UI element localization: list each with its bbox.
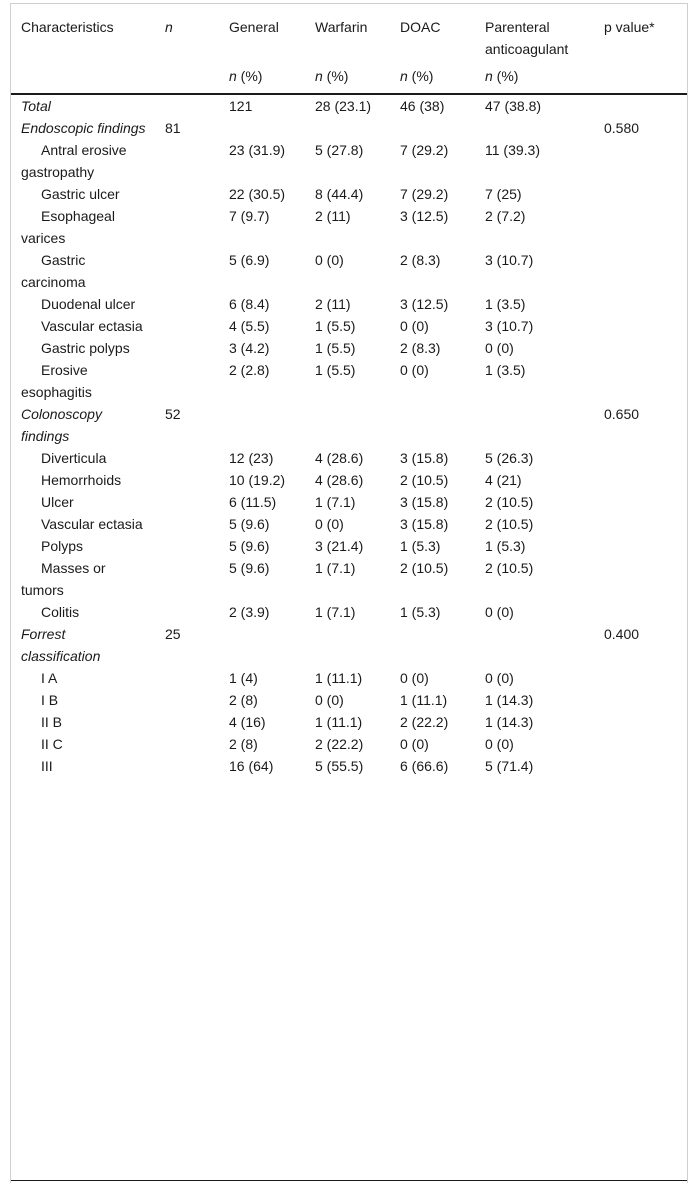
cell-warfarin: 2 (11) <box>315 208 351 224</box>
table-row <box>11 315 687 337</box>
cell-n <box>165 557 229 601</box>
header-pvalue: p value* <box>604 19 655 35</box>
cell-warfarin: 3 (21.4) <box>315 538 364 554</box>
cell-n <box>165 755 229 777</box>
cell-general: 1 (4) <box>229 670 258 686</box>
cell-general: 4 (16) <box>229 714 266 730</box>
cell-n <box>165 535 229 557</box>
table-row <box>11 689 687 711</box>
cell-parenteral: 2 (10.5) <box>485 516 534 532</box>
cell-p <box>604 535 687 557</box>
cell-parenteral: 5 (71.4) <box>485 758 534 774</box>
cell-parenteral: 2 (7.2) <box>485 208 526 224</box>
table-row <box>11 491 687 513</box>
cell-general: 121 <box>229 98 253 114</box>
table-row <box>11 513 687 535</box>
header-row <box>11 11 687 65</box>
cell-general: 5 (9.6) <box>229 538 270 554</box>
cell-label: Polyps <box>41 538 84 554</box>
table-row <box>11 249 687 293</box>
cell-n <box>165 293 229 315</box>
header-warfarin: Warfarin <box>315 19 368 35</box>
table-row <box>11 447 687 469</box>
cell-label: Hemorrhoids <box>41 472 122 488</box>
cell-warfarin: 4 (28.6) <box>315 472 364 488</box>
cell-doac: 2 (22.2) <box>400 714 449 730</box>
cell-n <box>165 139 229 183</box>
cell-doac: 2 (8.3) <box>400 340 441 356</box>
cell-p <box>604 249 687 293</box>
cell-doac <box>400 403 485 447</box>
cell-general <box>229 117 315 139</box>
cell-general: 5 (9.6) <box>229 516 270 532</box>
cell-parenteral: 47 (38.8) <box>485 98 542 114</box>
cell-label: Vascular ectasia <box>41 516 143 532</box>
cell-general: 16 (64) <box>229 758 274 774</box>
cell-doac: 2 (10.5) <box>400 472 449 488</box>
cell-p <box>604 183 687 205</box>
cell-n <box>165 491 229 513</box>
cell-general: 4 (5.5) <box>229 318 270 334</box>
cell-n <box>165 667 229 689</box>
table-row <box>11 557 687 601</box>
cell-label: Erosive esophagitis <box>21 362 92 400</box>
cell-parenteral: 3 (10.7) <box>485 252 534 268</box>
cell-parenteral: 1 (14.3) <box>485 714 534 730</box>
header-general: General <box>229 19 279 35</box>
cell-warfarin <box>315 623 400 667</box>
cell-general: 2 (2.8) <box>229 362 270 378</box>
cell-p <box>604 469 687 491</box>
cell-p <box>604 733 687 755</box>
cell-doac: 3 (15.8) <box>400 494 449 510</box>
cell-doac: 0 (0) <box>400 736 429 752</box>
cell-general <box>229 403 315 447</box>
cell-parenteral: 1 (5.3) <box>485 538 526 554</box>
cell-p <box>604 447 687 469</box>
cell-n <box>165 94 229 117</box>
cell-parenteral: 0 (0) <box>485 340 514 356</box>
table-row <box>11 469 687 491</box>
cell-label: Antral erosive gastropathy <box>21 142 127 180</box>
cell-n <box>165 601 229 623</box>
cell-doac: 1 (11.1) <box>400 692 448 708</box>
cell-parenteral: 5 (26.3) <box>485 450 534 466</box>
cell-warfarin: 1 (11.1) <box>315 670 363 686</box>
unit-general: n (%) <box>229 68 263 84</box>
data-table <box>11 11 687 777</box>
cell-doac: 3 (12.5) <box>400 208 449 224</box>
table-row <box>11 94 687 117</box>
cell-p <box>604 315 687 337</box>
cell-p <box>604 337 687 359</box>
cell-label: I B <box>41 692 59 708</box>
cell-parenteral: 1 (14.3) <box>485 692 534 708</box>
cell-parenteral: 1 (3.5) <box>485 296 526 312</box>
table-row <box>11 711 687 733</box>
cell-warfarin: 1 (11.1) <box>315 714 363 730</box>
cell-n <box>165 315 229 337</box>
cell-parenteral <box>485 623 604 667</box>
cell-general: 10 (19.2) <box>229 472 286 488</box>
unit-warfarin: n (%) <box>315 68 349 84</box>
cell-doac: 1 (5.3) <box>400 538 441 554</box>
cell-p <box>604 359 687 403</box>
cell-doac: 0 (0) <box>400 670 429 686</box>
cell-doac <box>400 117 485 139</box>
cell-label: Total <box>21 98 51 114</box>
cell-doac: 0 (0) <box>400 318 429 334</box>
header-n: n <box>165 19 173 35</box>
cell-p <box>604 689 687 711</box>
cell-general: 2 (8) <box>229 736 258 752</box>
cell-label: Duodenal ulcer <box>41 296 136 312</box>
cell-p: 0.650 <box>604 406 640 422</box>
cell-p <box>604 755 687 777</box>
cell-label: Forrest classification <box>21 626 101 664</box>
cell-label: Gastric carcinoma <box>21 252 86 290</box>
cell-p <box>604 513 687 535</box>
cell-p <box>604 601 687 623</box>
cell-general <box>229 623 315 667</box>
table-row <box>11 623 687 667</box>
table-row <box>11 535 687 557</box>
cell-warfarin: 1 (7.1) <box>315 604 356 620</box>
cell-doac: 0 (0) <box>400 362 429 378</box>
cell-label: II C <box>41 736 63 752</box>
cell-n <box>165 711 229 733</box>
cell-parenteral: 0 (0) <box>485 604 514 620</box>
unit-doac: n (%) <box>400 68 434 84</box>
cell-doac: 2 (8.3) <box>400 252 441 268</box>
cell-warfarin: 0 (0) <box>315 516 344 532</box>
cell-n <box>165 249 229 293</box>
cell-label: Esophageal varices <box>21 208 115 246</box>
cell-doac: 7 (29.2) <box>400 142 449 158</box>
cell-n <box>165 447 229 469</box>
cell-p: 0.400 <box>604 626 640 642</box>
cell-doac <box>400 623 485 667</box>
cell-label: Gastric polyps <box>41 340 130 356</box>
table-row <box>11 403 687 447</box>
cell-general: 3 (4.2) <box>229 340 270 356</box>
cell-general: 6 (8.4) <box>229 296 270 312</box>
cell-warfarin: 1 (5.5) <box>315 362 356 378</box>
table-row <box>11 359 687 403</box>
cell-warfarin: 0 (0) <box>315 692 344 708</box>
cell-doac: 7 (29.2) <box>400 186 449 202</box>
cell-p <box>604 293 687 315</box>
cell-p <box>604 557 687 601</box>
cell-warfarin <box>315 403 400 447</box>
bottom-rule <box>11 1180 687 1181</box>
table-row <box>11 117 687 139</box>
table-row <box>11 337 687 359</box>
cell-n: 25 <box>165 626 181 642</box>
cell-parenteral: 11 (39.3) <box>485 142 540 158</box>
cell-warfarin: 2 (22.2) <box>315 736 364 752</box>
cell-general: 2 (8) <box>229 692 258 708</box>
cell-label: Vascular ectasia <box>41 318 143 334</box>
cell-warfarin: 0 (0) <box>315 252 344 268</box>
cell-p <box>604 205 687 249</box>
cell-warfarin: 4 (28.6) <box>315 450 364 466</box>
cell-n <box>165 183 229 205</box>
cell-doac: 3 (12.5) <box>400 296 449 312</box>
cell-label: Masses or tumors <box>21 560 106 598</box>
cell-p <box>604 491 687 513</box>
cell-doac: 46 (38) <box>400 98 445 114</box>
cell-n <box>165 205 229 249</box>
cell-warfarin: 28 (23.1) <box>315 98 372 114</box>
cell-parenteral: 2 (10.5) <box>485 560 534 576</box>
header-characteristics: Characteristics <box>21 19 114 35</box>
table-row <box>11 205 687 249</box>
table-row <box>11 733 687 755</box>
table-row <box>11 183 687 205</box>
cell-label: Colonoscopy findings <box>21 406 102 444</box>
cell-label: Endoscopic findings <box>21 120 146 136</box>
table-row <box>11 293 687 315</box>
cell-parenteral: 1 (3.5) <box>485 362 526 378</box>
cell-warfarin: 1 (7.1) <box>315 494 356 510</box>
cell-label: Gastric ulcer <box>41 186 120 202</box>
cell-warfarin: 1 (5.5) <box>315 318 356 334</box>
cell-label: Diverticula <box>41 450 107 466</box>
cell-general: 22 (30.5) <box>229 186 286 202</box>
cell-doac: 2 (10.5) <box>400 560 449 576</box>
cell-general: 6 (11.5) <box>229 494 277 510</box>
cell-warfarin: 8 (44.4) <box>315 186 364 202</box>
cell-p <box>604 667 687 689</box>
cell-p: 0.580 <box>604 120 640 136</box>
header-doac: DOAC <box>400 19 441 35</box>
cell-warfarin <box>315 117 400 139</box>
cell-warfarin: 5 (55.5) <box>315 758 364 774</box>
cell-n <box>165 689 229 711</box>
cell-doac: 3 (15.8) <box>400 450 449 466</box>
unit-parenteral: n (%) <box>485 68 519 84</box>
cell-general: 7 (9.7) <box>229 208 270 224</box>
cell-parenteral: 4 (21) <box>485 472 522 488</box>
cell-n <box>165 469 229 491</box>
table-row <box>11 755 687 777</box>
cell-warfarin: 2 (11) <box>315 296 351 312</box>
cell-doac: 3 (15.8) <box>400 516 449 532</box>
cell-parenteral <box>485 117 604 139</box>
cell-n: 81 <box>165 120 181 136</box>
cell-label: III <box>41 758 53 774</box>
cell-general: 5 (9.6) <box>229 560 270 576</box>
cell-parenteral: 0 (0) <box>485 736 514 752</box>
cell-n <box>165 513 229 535</box>
cell-n <box>165 359 229 403</box>
cell-general: 12 (23) <box>229 450 274 466</box>
table-row <box>11 601 687 623</box>
cell-label: II B <box>41 714 63 730</box>
cell-parenteral: 0 (0) <box>485 670 514 686</box>
cell-doac: 1 (5.3) <box>400 604 441 620</box>
header-unit-row <box>11 65 687 94</box>
cell-warfarin: 5 (27.8) <box>315 142 364 158</box>
cell-p <box>604 94 687 117</box>
cell-general: 23 (31.9) <box>229 142 286 158</box>
cell-parenteral: 2 (10.5) <box>485 494 534 510</box>
cell-p <box>604 711 687 733</box>
cell-label: I A <box>41 670 58 686</box>
cell-parenteral: 3 (10.7) <box>485 318 534 334</box>
header-parenteral: Parenteral anticoagulant <box>485 19 569 57</box>
cell-label: Ulcer <box>41 494 74 510</box>
cell-general: 2 (3.9) <box>229 604 270 620</box>
cell-parenteral: 7 (25) <box>485 186 522 202</box>
cell-warfarin: 1 (5.5) <box>315 340 356 356</box>
table-row <box>11 139 687 183</box>
cell-warfarin: 1 (7.1) <box>315 560 356 576</box>
cell-parenteral <box>485 403 604 447</box>
table-row <box>11 667 687 689</box>
cell-n <box>165 337 229 359</box>
cell-label: Colitis <box>41 604 80 620</box>
cell-doac: 6 (66.6) <box>400 758 449 774</box>
cell-n <box>165 733 229 755</box>
cell-p <box>604 139 687 183</box>
cell-n: 52 <box>165 406 181 422</box>
cell-general: 5 (6.9) <box>229 252 270 268</box>
table-body <box>11 94 687 777</box>
